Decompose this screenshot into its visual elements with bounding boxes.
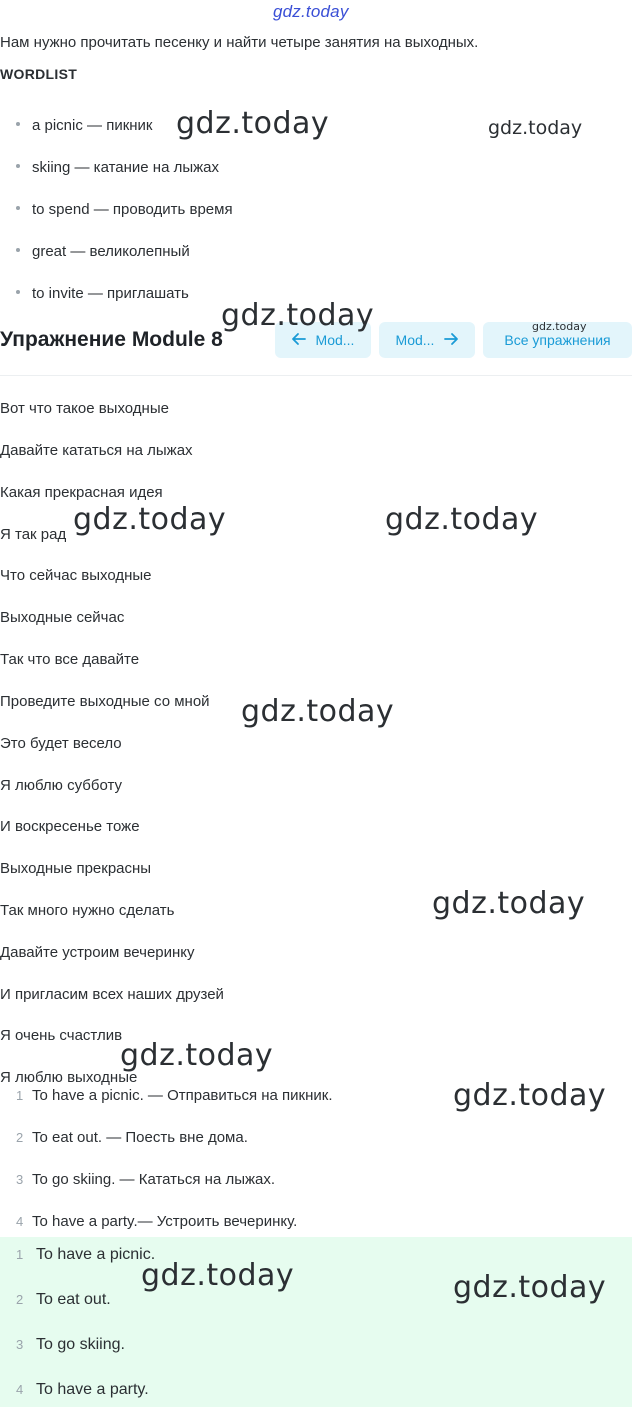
- wordlist-item: great — великолепный: [16, 243, 190, 260]
- divider: [0, 375, 632, 376]
- all-exercises-label: Все упражнения: [504, 332, 611, 348]
- song-line: Я люблю субботу: [0, 777, 122, 794]
- bullet-icon: [16, 164, 20, 168]
- wordlist-item: a picnic — пикник: [16, 117, 152, 134]
- intro-text: Нам нужно прочитать песенку и найти четыре занятия на выходных.: [0, 34, 479, 51]
- prev-exercise-label: Mod...: [315, 332, 355, 348]
- arrow-left-icon: [292, 332, 306, 348]
- bullet-icon: [16, 122, 20, 126]
- wordlist-item: skiing — катание на лыжах: [16, 159, 219, 176]
- song-line: Что сейчас выходные: [0, 567, 152, 584]
- watermark: gdz.today: [141, 1258, 295, 1293]
- song-line: И воскресенье тоже: [0, 818, 140, 835]
- song-line: Проведите выходные со мной: [0, 693, 210, 710]
- song-line: Какая прекрасная идея: [0, 484, 163, 501]
- answer-item: 4 To have a party.— Устроить вечеринку.: [16, 1213, 298, 1230]
- wordlist-title: WORDLIST: [0, 66, 78, 82]
- answer-item: 1 To have a picnic. — Отправиться на пикник.: [16, 1087, 333, 1104]
- watermark: gdz.today: [453, 1270, 607, 1305]
- next-exercise-button[interactable]: [379, 322, 475, 358]
- watermark: gdz.today: [488, 117, 583, 139]
- final-answer-item: 1 To have a picnic.: [16, 1246, 156, 1263]
- song-line: Выходные прекрасны: [0, 860, 152, 877]
- song-line: Я люблю выходные: [0, 1069, 138, 1086]
- final-answer-item: 2 To eat out.: [16, 1291, 111, 1308]
- watermark: gdz.today: [453, 1078, 607, 1113]
- site-logo[interactable]: gdz.today: [273, 2, 349, 21]
- watermark: gdz.today: [176, 106, 330, 141]
- next-exercise-label: Mod...: [395, 332, 435, 348]
- song-line: Давайте кататься на лыжах: [0, 442, 193, 459]
- watermark: gdz.today: [432, 886, 586, 921]
- song-line: Так много нужно сделать: [0, 902, 175, 919]
- song-line: И пригласим всех наших друзей: [0, 986, 224, 1003]
- bullet-icon: [16, 248, 20, 252]
- answer-item: 3 To go skiing. — Кататься на лыжах.: [16, 1171, 276, 1188]
- watermark: gdz.today: [385, 502, 539, 537]
- song-line: Давайте устроим вечеринку: [0, 944, 195, 961]
- watermark: gdz.today: [221, 298, 375, 333]
- watermark: gdz.today: [241, 694, 395, 729]
- wordlist-item: to spend — проводить время: [16, 201, 233, 218]
- final-answer-item: 4 To have a party.: [16, 1381, 149, 1398]
- watermark: gdz.today: [120, 1038, 274, 1073]
- watermark: gdz.today: [532, 320, 587, 333]
- arrow-right-icon: [444, 332, 458, 348]
- song-line: Вот что такое выходные: [0, 400, 169, 417]
- song-line: Это будет весело: [0, 735, 122, 752]
- song-line: Так что все давайте: [0, 651, 140, 668]
- exercise-title: Упражнение Module 8: [0, 328, 223, 351]
- answer-item: 2 To eat out. — Поесть вне дома.: [16, 1129, 248, 1146]
- song-line: Я очень счастлив: [0, 1027, 123, 1044]
- bullet-icon: [16, 290, 20, 294]
- song-line: Выходные сейчас: [0, 609, 125, 626]
- final-answer-item: 3 To go skiing.: [16, 1336, 125, 1353]
- watermark: gdz.today: [73, 502, 227, 537]
- bullet-icon: [16, 206, 20, 210]
- wordlist-item: to invite — приглашать: [16, 285, 189, 302]
- song-line: Я так рад: [0, 526, 67, 543]
